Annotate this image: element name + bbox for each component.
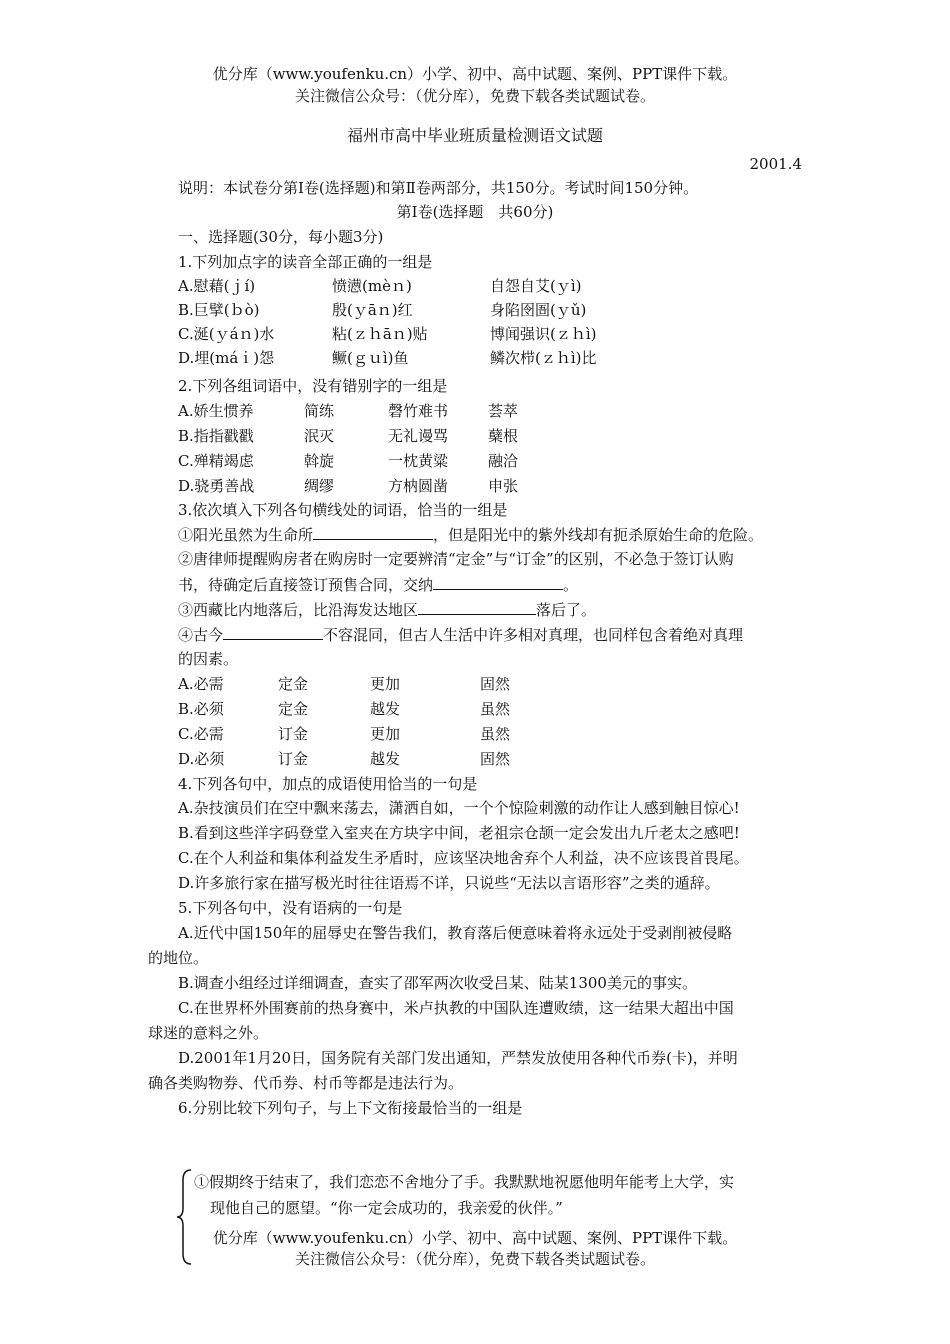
q1-a-1: A.慰藉(ｊí) (178, 277, 256, 295)
q3-c-3: 更加 (370, 725, 401, 743)
q2-d-1: D.骁勇善战 (178, 477, 255, 495)
q6-passage-1a: ①假期终于结束了，我们恋恋不舍地分了手。我默默地祝愿他明年能考上大学，实 (194, 1173, 735, 1191)
q1-d-3: 鳞次栉(ｚｈì)比 (490, 349, 597, 367)
q3-blank-2 (433, 574, 563, 590)
q1-stem: 1.下列加点字的读音全部正确的一组是 (178, 253, 433, 271)
q2-b-4: 蘖根 (488, 427, 519, 445)
q3-b-1: B.必须 (178, 700, 224, 718)
q3-blank-1 (313, 524, 433, 540)
q3-sentence-4: ④古今 不容混同，但古人生活中许多相对真理，也同样包含着绝对真理 (178, 626, 744, 644)
q5-option-d-2: 确各类购物券、代币券、村币等都是违法行为。 (148, 1074, 464, 1092)
q5-option-c-1: C.在世界杯外围赛前的热身赛中，米卢执教的中国队连遭败绩，这一结果大超出中国 (178, 999, 734, 1017)
q3-sentence-2b: 书，待确定后直接签订预售合同，交纳 。 (178, 576, 579, 594)
footer-line-2: 关注微信公众号：（优分库），免费下载各类试题试卷。 (294, 1250, 655, 1268)
q2-b-1: B.指指戳戳 (178, 427, 254, 445)
q3-d-1: D.必须 (178, 750, 225, 768)
q2-a-3: 磬竹难书 (388, 402, 449, 420)
q4-option-b: B.看到这些洋字码登堂入室夹在方块字中间，老祖宗仓颉一定会发出九斤老太之感吧! (178, 824, 740, 842)
q3-a-4: 固然 (480, 675, 511, 693)
q6-stem: 6.分别比较下列句子，与上下文衔接最恰当的一组是 (178, 1099, 523, 1117)
q4-option-c: C.在个人利益和集体利益发生矛盾时，应该坚决地舍弃个人利益，决不应该畏首畏尾。 (178, 849, 749, 867)
q2-a-4: 荟萃 (488, 402, 519, 420)
q3-c-2: 订金 (278, 725, 309, 743)
q5-option-d-1: D.2001年1月20日，国务院有关部门发出通知，严禁发放使用各种代币券(卡)，并明 (178, 1049, 738, 1067)
q1-d-1: D.埋(máｉ)怨 (178, 349, 275, 367)
exam-note: 说明：本试卷分第Ⅰ卷(选择题)和第Ⅱ卷两部分，共150分。考试时间150分钟。 (178, 179, 699, 197)
q2-c-1: C.殚精竭虑 (178, 452, 254, 470)
q4-option-d: D.许多旅行家在描写极光时往往语焉不详，只说些“无法以言语形容”之类的遁辞。 (178, 874, 720, 892)
part-one-heading: 第Ⅰ卷(选择题 共60分) (396, 203, 554, 221)
q2-a-1: A.娇生惯养 (178, 402, 254, 420)
q2-a-2: 简练 (304, 402, 335, 420)
q5-option-c-2: 球迷的意料之外。 (148, 1024, 269, 1042)
q1-c-1: C.涎(ｙáｎ)水 (178, 325, 275, 343)
exam-date: 2001.4 (749, 155, 802, 173)
q3-d-3: 越发 (370, 750, 401, 768)
q5-option-a-1: A.近代中国150年的屈辱史在警告我们，教育落后便意味着将永远处于受剥削被侵略 (178, 924, 733, 942)
q3-sentence-3: ③西藏比内地落后，比沿海发达地区 落后了。 (178, 601, 597, 619)
q3-sentence-2a: ②唐律师提醒购房者在购房时一定要辨清“定金”与“订金”的区别，不必急于签订认购 (178, 550, 734, 568)
q1-b-1: B.巨擘(ｂò) (178, 301, 260, 319)
q3-b-2: 定金 (278, 700, 309, 718)
q1-b-2: 殷(ｙāｎ)红 (332, 301, 413, 319)
q3-sentence-1: ①阳光虽然为生命所 ，但是阳光中的紫外线却有扼杀原始生命的危险。 (178, 526, 764, 544)
q3-blank-3 (418, 599, 536, 615)
q5-stem: 5.下列各句中，没有语病的一句是 (178, 899, 403, 917)
q1-d-2: 鳜(ｇｕì)鱼 (332, 349, 409, 367)
q2-b-2: 泯灭 (304, 427, 335, 445)
q3-d-4: 固然 (480, 750, 511, 768)
q3-c-1: C.必需 (178, 725, 224, 743)
header-line-2: 关注微信公众号：（优分库），免费下载各类试题试卷。 (294, 87, 655, 105)
q3-b-3: 越发 (370, 700, 401, 718)
footer-line-1: 优分库（www.youfenku.cn）小学、初中、高中试题、案例、PPT课件下载。 (212, 1229, 738, 1247)
header-line-1: 优分库（www.youfenku.cn）小学、初中、高中试题、案例、PPT课件下载。 (212, 65, 738, 83)
q2-c-2: 斡旋 (304, 452, 335, 470)
q2-d-2: 绸缪 (304, 477, 335, 495)
q2-stem: 2.下列各组词语中，没有错别字的一组是 (178, 377, 448, 395)
q5-option-b: B.调查小组经过详细调查，查实了邵军两次收受吕某、陆某1300美元的事实。 (178, 974, 697, 992)
q3-stem: 3.依次填入下列各句横线处的词语，恰当的一组是 (178, 501, 508, 519)
section-one-heading: 一、选择题(30分，每小题3分) (178, 228, 384, 246)
q1-a-2: 愤懑(mèｎ) (332, 277, 412, 295)
q2-d-3: 方枘圆凿 (388, 477, 449, 495)
page-title: 福州市高中毕业班质量检测语文试题 (346, 126, 603, 145)
q2-c-3: 一枕黄粱 (388, 452, 449, 470)
q1-a-3: 自怨自艾(ｙì) (490, 277, 582, 295)
q3-blank-4 (223, 624, 323, 640)
q3-a-2: 定金 (278, 675, 309, 693)
q1-c-2: 粘(ｚｈāｎ)贴 (332, 325, 428, 343)
q4-option-a: A.杂技演员们在空中飘来荡去，潇洒自如，一个个惊险刺激的动作让人感到触目惊心! (178, 799, 740, 817)
q3-d-2: 订金 (278, 750, 309, 768)
q5-option-a-2: 的地位。 (148, 949, 209, 967)
q1-c-3: 博闻强识(ｚｈì) (490, 325, 597, 343)
q3-b-4: 虽然 (480, 700, 511, 718)
q2-c-4: 融洽 (488, 452, 519, 470)
q4-stem: 4.下列各句中，加点的成语使用恰当的一句是 (178, 775, 478, 793)
q1-b-3: 身陷囹圄(ｙǔ) (490, 301, 587, 319)
q3-sentence-4c: 的因素。 (178, 650, 239, 668)
q2-d-4: 申张 (488, 477, 519, 495)
q2-b-3: 无礼谩骂 (388, 427, 449, 445)
q3-a-1: A.必需 (178, 675, 224, 693)
q3-a-3: 更加 (370, 675, 401, 693)
q6-passage-1b: 现他自己的愿望。“你一定会成功的，我亲爱的伙伴。” (210, 1199, 563, 1217)
q3-c-4: 虽然 (480, 725, 511, 743)
